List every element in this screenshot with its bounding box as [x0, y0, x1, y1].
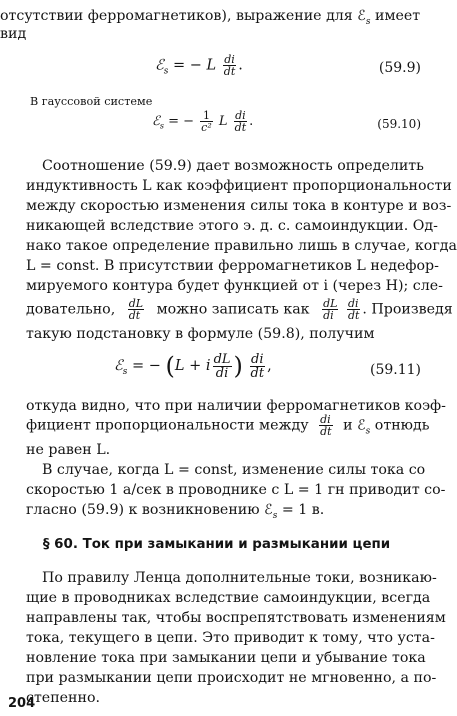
- text-line: новление тока при замыкании цепи и убывание тока: [26, 650, 426, 666]
- equation-number: (59.11): [369, 362, 421, 378]
- text-line: никающей вследствие этого э. д. с. самоиндукции. Од-: [26, 218, 438, 234]
- text-line: нако такое определение правильно лишь в случае, когда: [26, 238, 457, 254]
- text-line: между скоростью изменения силы тока в контуре и воз-: [26, 198, 452, 214]
- text-line: тока, текущего в цепи. Это приводит к тому, что уста-: [26, 630, 435, 646]
- equation-number: (59.9): [378, 60, 421, 76]
- equation-59-10: ℰ$_s$ = − $\frac{1}{\text{c²}}$ L $\frac{di}{dt}$ . (59.10): [152, 109, 421, 134]
- text-line: такую подстановку в формуле (59.8), получим: [26, 326, 375, 342]
- text-line: индуктивность L как коэффициент пропорциональности: [26, 178, 452, 194]
- equation-59-9: ℰ$_s$ = − L $\frac{di}{dt}$ . (59.9): [155, 53, 421, 78]
- text-line: степенно.: [26, 690, 101, 706]
- text-line: направлены так, чтобы воспрепятствовать изменениям: [26, 610, 446, 626]
- text-line: откуда видно, что при наличии ферромагнетиков коэф-: [26, 398, 446, 414]
- text-line: не равен L.: [26, 442, 111, 458]
- gauss-label: В гауссовой системе: [30, 95, 153, 108]
- text-line: В случае, когда L = const, изменение силы тока со: [42, 462, 426, 478]
- text-line: L = const. В присутствии ферромагнетиков L недефор-: [26, 258, 439, 274]
- text-line: По правилу Ленца дополнительные токи, возникаю-: [42, 570, 437, 586]
- equation-59-11: ℰ$_s$ = − (L + i $\frac{dL}{di}$ ) $\frac{di}{dt}$ , (59.11): [114, 351, 421, 381]
- text-line-with-fractions: довательно, $\frac{dL}{dt}$ можно записать как $\frac{dL}{di}$ $\frac{di}{dt}$ . Произведя: [26, 297, 453, 322]
- text-line: при размыкании цепи происходит не мгновенно, а по-: [26, 670, 437, 686]
- page-number: 204: [8, 696, 36, 711]
- text-line: щие в проводниках вследствие самоиндукции, всегда: [26, 590, 431, 606]
- text-line: мируемого контура будет функцией от i (через H); сле-: [26, 278, 443, 294]
- text-line: вид: [0, 26, 27, 42]
- text-line: Соотношение (59.9) дает возможность определить: [42, 158, 424, 174]
- text-line: скоростью 1 а/сек в проводнике с L = 1 гн приводит со-: [26, 482, 446, 498]
- text-line: гласно (59.9) к возникновению ℰ$_s$ = 1 в.: [26, 502, 325, 521]
- text-line-with-fraction: фициент пропорциональности между $\frac{di}{dt}$ и ℰ$_s$ отнюдь: [26, 413, 430, 438]
- equation-number: (59.10): [377, 117, 421, 131]
- section-heading: § 60. Ток при замыкании и размыкании цепи: [42, 537, 391, 552]
- text-line: отсутствии ферромагнетиков), выражение для ℰ$_s$ имеет: [0, 8, 421, 27]
